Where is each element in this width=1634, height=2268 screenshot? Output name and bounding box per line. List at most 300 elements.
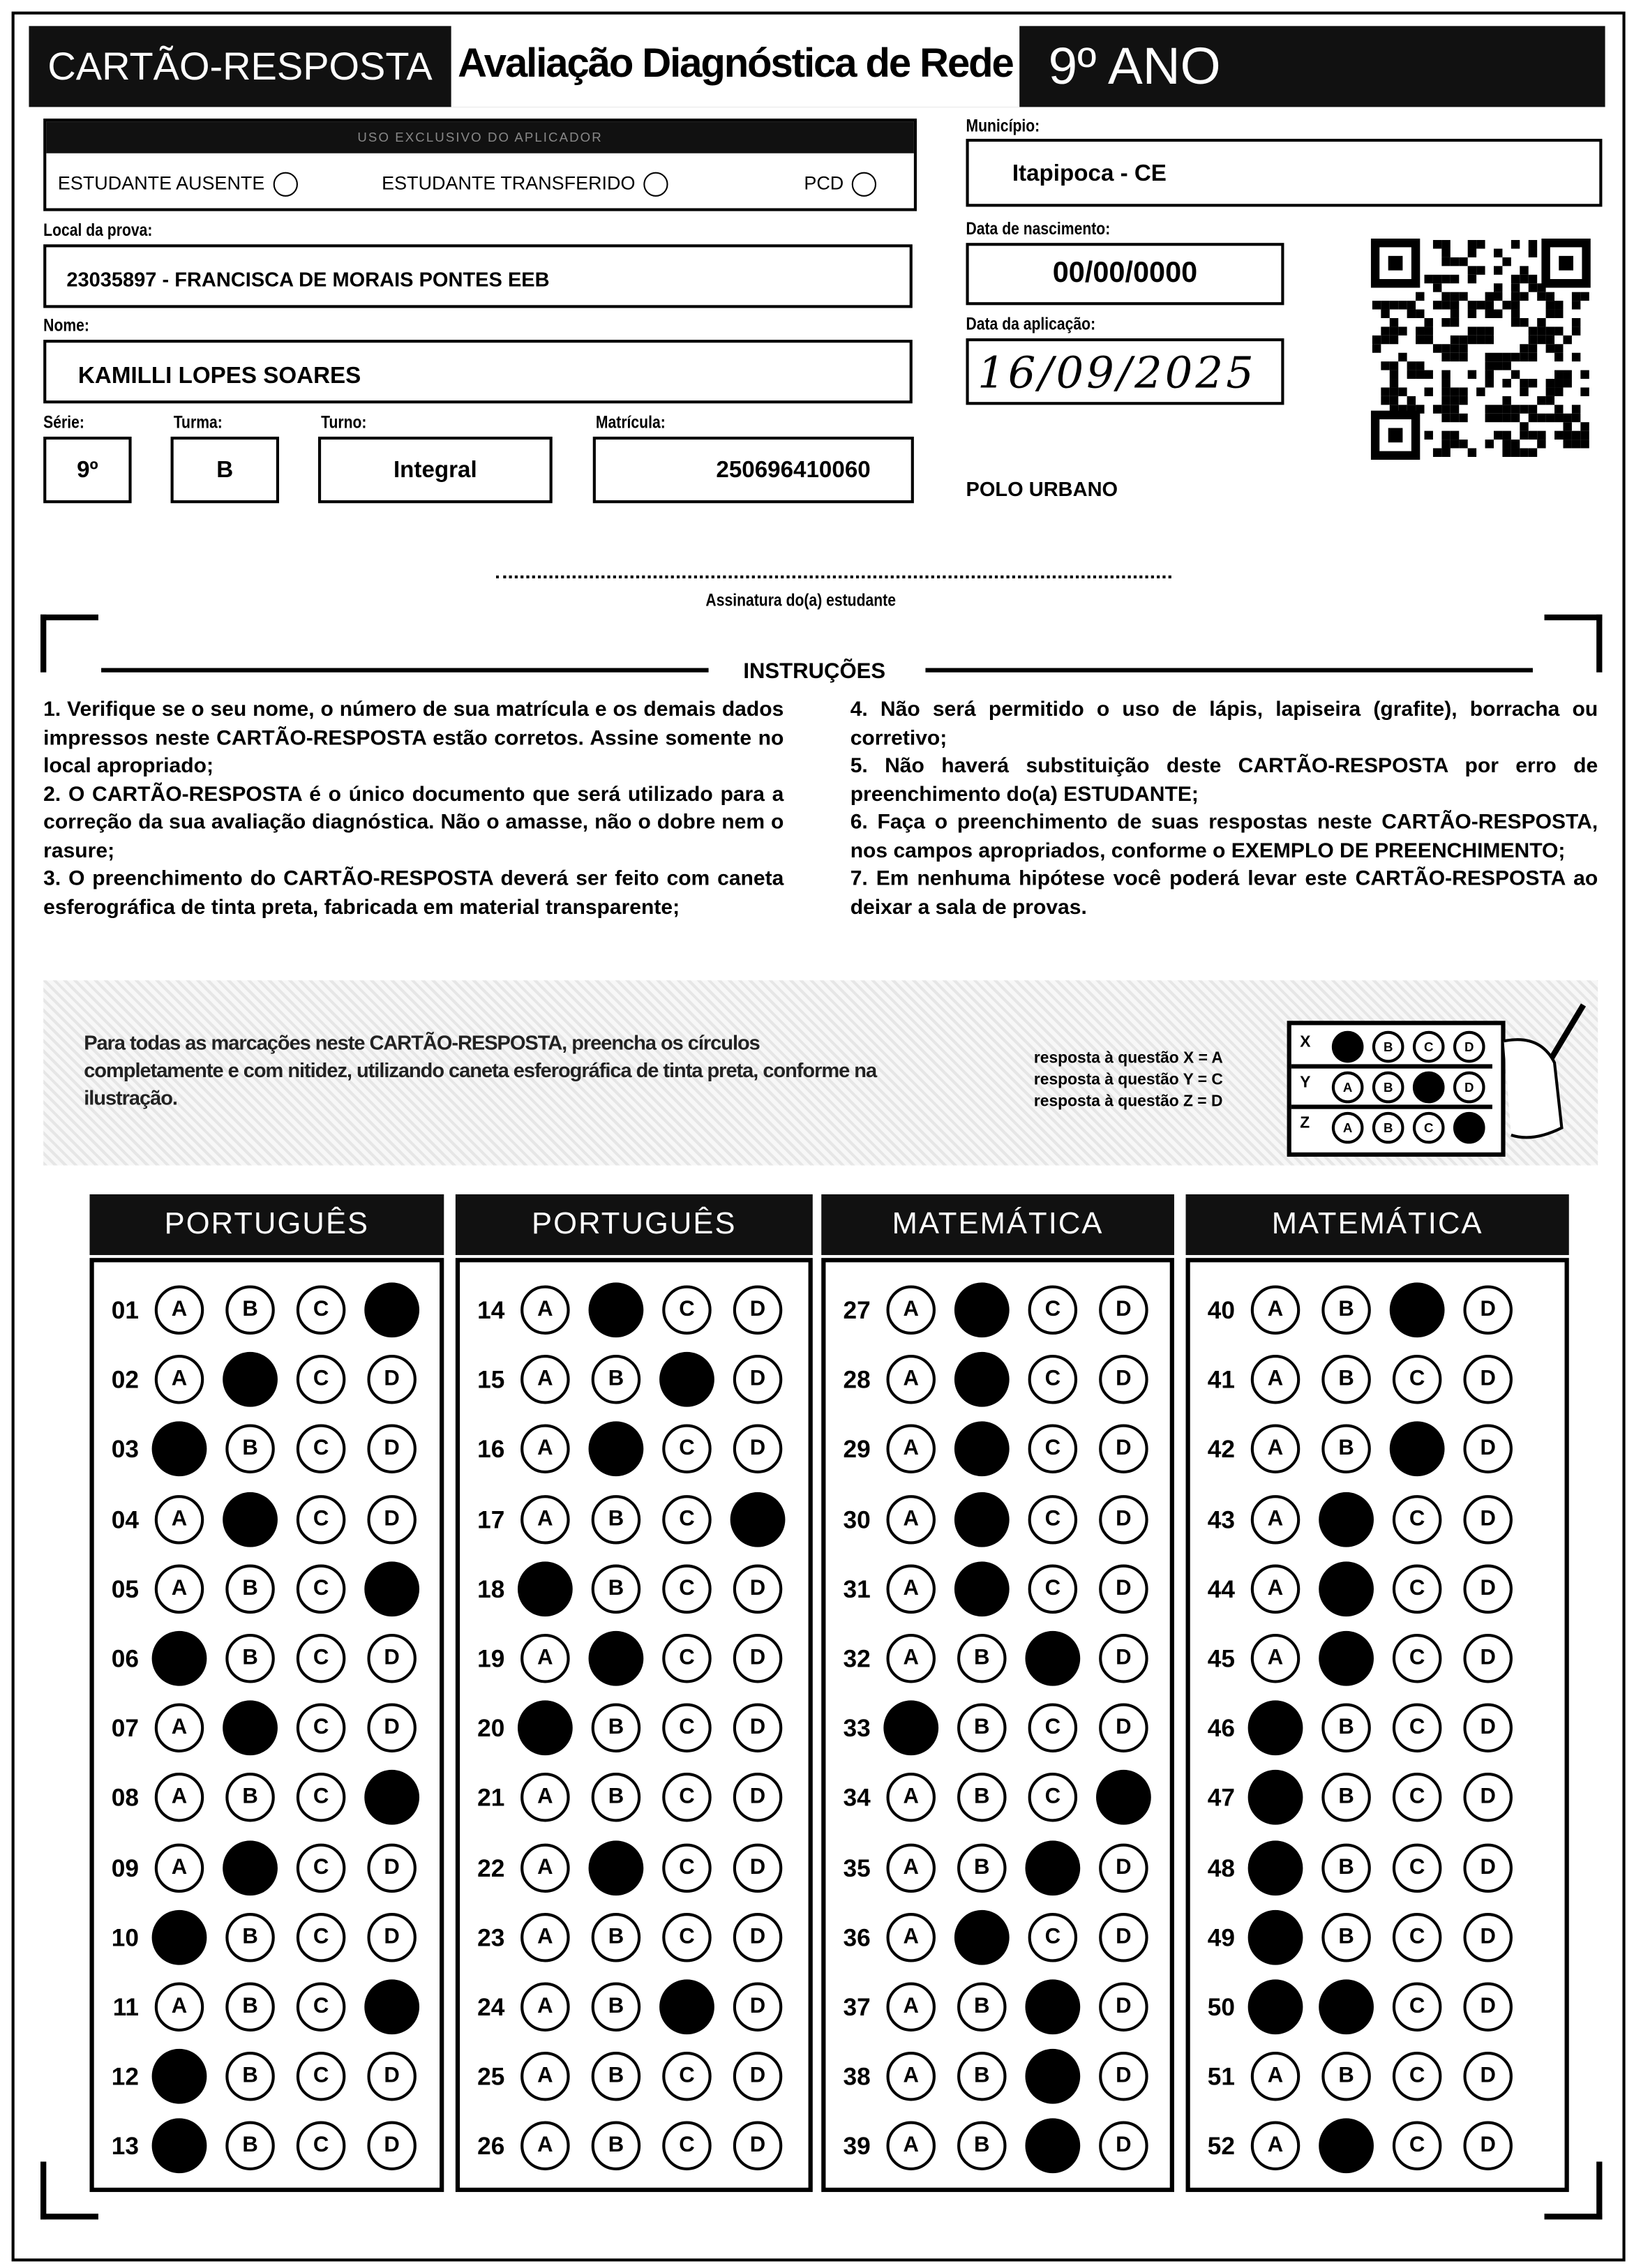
bubble-q41-d[interactable]: D — [1463, 1355, 1512, 1404]
bubble-q38-c[interactable] — [1025, 2049, 1080, 2104]
bubble-q48-a[interactable] — [1248, 1840, 1303, 1895]
instructions-right — [850, 697, 1598, 922]
bubble-q42-a[interactable]: A — [1251, 1425, 1300, 1473]
question-number: 37 — [843, 1994, 871, 2022]
question-number: 10 — [111, 1924, 139, 1952]
bubble-q24-c[interactable] — [659, 1979, 714, 2034]
bubble-q15-c[interactable] — [659, 1352, 714, 1407]
bubble-q48-b[interactable]: B — [1321, 1843, 1370, 1892]
bubble-q30-c[interactable]: C — [1028, 1494, 1077, 1543]
bubble-q51-d[interactable]: D — [1463, 2052, 1512, 2101]
bubble-q21-c[interactable]: C — [662, 1773, 711, 1822]
bubble-q1-a[interactable]: A — [155, 1286, 204, 1335]
bubble-q7-d[interactable]: D — [367, 1704, 416, 1752]
bubble-q39-d[interactable]: D — [1099, 2121, 1148, 2170]
bubble-q46-a[interactable] — [1248, 1701, 1303, 1756]
bubble-q50-b[interactable] — [1319, 1979, 1374, 2034]
bubble-q36-b[interactable] — [954, 1909, 1010, 1965]
bubble-q35-a[interactable]: A — [887, 1843, 936, 1892]
bubble-q13-c[interactable]: C — [297, 2121, 345, 2170]
bubble-q34-b[interactable]: B — [957, 1773, 1006, 1822]
bubble-q15-b[interactable]: B — [592, 1355, 640, 1404]
bubble-q32-d[interactable]: D — [1099, 1634, 1148, 1683]
bubble-q47-d[interactable]: D — [1463, 1773, 1512, 1822]
bubble-q25-d[interactable]: D — [733, 2052, 782, 2101]
example-bubble-a: A — [1332, 1112, 1364, 1144]
polo-label: POLO URBANO — [966, 476, 1118, 501]
bubble-q12-a[interactable] — [152, 2049, 207, 2104]
bubble-q11-b[interactable]: B — [225, 1983, 274, 2032]
bubble-q10-d[interactable]: D — [367, 1913, 416, 1962]
bubble-q14-c[interactable]: C — [662, 1286, 711, 1335]
bubble-q45-d[interactable]: D — [1463, 1634, 1512, 1683]
bubble-q51-c[interactable]: C — [1393, 2052, 1441, 2101]
question-number: 42 — [1207, 1436, 1236, 1464]
question-number: 27 — [843, 1297, 871, 1325]
bubble-q4-b[interactable] — [223, 1492, 278, 1547]
example-bubble-c: C — [1413, 1112, 1445, 1144]
bubble-q30-d[interactable]: D — [1099, 1494, 1148, 1543]
bubble-q1-d[interactable] — [364, 1282, 419, 1337]
question-number: 17 — [477, 1505, 505, 1534]
bubble-q24-d[interactable]: D — [733, 1983, 782, 2032]
bubble-q14-a[interactable]: A — [520, 1286, 569, 1335]
bubble-q46-c[interactable]: C — [1393, 1704, 1441, 1752]
absent-radio[interactable] — [273, 172, 298, 197]
bubble-q48-d[interactable]: D — [1463, 1843, 1512, 1892]
bubble-q2-a[interactable]: A — [155, 1355, 204, 1404]
bubble-q10-a[interactable] — [152, 1909, 207, 1965]
bubble-q36-c[interactable]: C — [1028, 1913, 1077, 1962]
bubble-q35-b[interactable]: B — [957, 1843, 1006, 1892]
bubble-q19-b[interactable] — [589, 1631, 644, 1686]
bubble-q21-a[interactable]: A — [520, 1773, 569, 1822]
instruction-item: 5. Não haverá substituição deste CARTÃO-RESPOSTA por erro de preenchimento do(a) ESTUDANTE; — [850, 754, 1598, 806]
bubble-q18-c[interactable]: C — [662, 1564, 711, 1613]
instructions-title: INSTRUÇÕES — [743, 659, 886, 684]
bubble-q36-a[interactable]: A — [887, 1913, 936, 1962]
question-number: 03 — [111, 1436, 139, 1464]
bubble-q40-b[interactable]: B — [1321, 1286, 1370, 1335]
bubble-q16-a[interactable]: A — [520, 1425, 569, 1473]
example-question: X — [1300, 1033, 1311, 1051]
question-number: 44 — [1207, 1575, 1236, 1604]
header-subtitle: Avaliação Diagnóstica de Rede — [451, 20, 1020, 107]
bubble-q40-c[interactable] — [1390, 1282, 1445, 1337]
bubble-q31-d[interactable]: D — [1099, 1564, 1148, 1613]
name-field: KAMILLI LOPES SOARES — [43, 340, 913, 403]
bubble-q6-c[interactable]: C — [297, 1634, 345, 1683]
bubble-q47-b[interactable]: B — [1321, 1773, 1370, 1822]
question-number: 21 — [477, 1785, 505, 1812]
application-date-field: 16/09/2025 — [966, 338, 1284, 405]
bubble-q39-b[interactable]: B — [957, 2121, 1006, 2170]
bubble-q10-c[interactable]: C — [297, 1913, 345, 1962]
bubble-q45-a[interactable]: A — [1251, 1634, 1300, 1683]
column-header: PORTUGUÊS — [456, 1194, 813, 1255]
bubble-q41-b[interactable]: B — [1321, 1355, 1370, 1404]
bubble-q28-a[interactable]: A — [887, 1355, 936, 1404]
bubble-q21-b[interactable]: B — [592, 1773, 640, 1822]
bubble-q37-a[interactable]: A — [887, 1983, 936, 2032]
question-number: 28 — [843, 1366, 871, 1395]
bubble-q18-a[interactable] — [518, 1561, 573, 1616]
bubble-q1-c[interactable]: C — [297, 1286, 345, 1335]
example-bubble-c: C — [1413, 1031, 1445, 1063]
bubble-q42-d[interactable]: D — [1463, 1425, 1512, 1473]
bubble-q20-c[interactable]: C — [662, 1704, 711, 1752]
bubble-q17-a[interactable]: A — [520, 1494, 569, 1543]
question-number: 04 — [111, 1505, 139, 1534]
bubble-q26-a[interactable]: A — [520, 2121, 569, 2170]
bubble-q2-b[interactable] — [223, 1352, 278, 1407]
example-legend — [1034, 1049, 1223, 1113]
question-number: 49 — [1207, 1924, 1236, 1952]
absent-label: ESTUDANTE AUSENTE — [57, 172, 265, 194]
instruction-item: 7. Em nenhuma hipótese você poderá levar este CARTÃO-RESPOSTA ao deixar a sala de provas. — [850, 867, 1598, 919]
bubble-q45-c[interactable]: C — [1393, 1634, 1441, 1683]
question-number: 12 — [111, 2063, 139, 2091]
example-row — [1291, 1106, 1492, 1146]
bubble-q14-b[interactable] — [589, 1282, 644, 1337]
bubble-q43-d[interactable]: D — [1463, 1494, 1512, 1543]
bubble-q5-a[interactable]: A — [155, 1564, 204, 1613]
local-label: Local da prova: — [43, 220, 153, 241]
question-number: 38 — [843, 2063, 871, 2091]
turma-label: Turma: — [173, 412, 223, 433]
bubble-q51-b[interactable]: B — [1321, 2052, 1370, 2101]
question-number: 24 — [477, 1994, 505, 2022]
bubble-q29-d[interactable]: D — [1099, 1425, 1148, 1473]
bubble-q24-a[interactable]: A — [520, 1983, 569, 2032]
bubble-q12-b[interactable]: B — [225, 2052, 274, 2101]
bubble-q4-c[interactable]: C — [297, 1494, 345, 1543]
bubble-q19-a[interactable]: A — [520, 1634, 569, 1683]
bubble-q50-c[interactable]: C — [1393, 1983, 1441, 2032]
bubble-q34-a[interactable]: A — [887, 1773, 936, 1822]
bubble-q18-d[interactable]: D — [733, 1564, 782, 1613]
divider — [925, 668, 1532, 673]
bubble-q15-a[interactable]: A — [520, 1355, 569, 1404]
bubble-q13-b[interactable]: B — [225, 2121, 274, 2170]
legend-item: resposta à questão X = A — [1033, 1049, 1223, 1067]
question-number: 39 — [843, 2133, 871, 2161]
bubble-q25-a[interactable]: A — [520, 2052, 569, 2101]
example-bubble-d: D — [1453, 1031, 1485, 1063]
bubble-q40-d[interactable]: D — [1463, 1286, 1512, 1335]
bubble-q9-d[interactable]: D — [367, 1843, 416, 1892]
example-bubble-c — [1413, 1072, 1445, 1104]
instruction-item: 4. Não será permitido o uso de lápis, lapiseira (grafite), borracha ou corretivo; — [850, 698, 1598, 750]
bubble-q49-d[interactable]: D — [1463, 1913, 1512, 1962]
question-number: 26 — [477, 2133, 505, 2161]
question-number: 13 — [111, 2133, 139, 2161]
question-number: 50 — [1207, 1994, 1236, 2022]
bubble-q8-b[interactable]: B — [225, 1773, 274, 1822]
bubble-q24-b[interactable]: B — [592, 1983, 640, 2032]
bubble-q28-c[interactable]: C — [1028, 1355, 1077, 1404]
bubble-q16-d[interactable]: D — [733, 1425, 782, 1473]
bubble-q27-d[interactable]: D — [1099, 1286, 1148, 1335]
bubble-q19-d[interactable]: D — [733, 1634, 782, 1683]
bubble-q40-a[interactable]: A — [1251, 1286, 1300, 1335]
bubble-q26-c[interactable]: C — [662, 2121, 711, 2170]
question-number: 09 — [111, 1854, 139, 1882]
bubble-q1-b[interactable]: B — [225, 1286, 274, 1335]
municipio-field: Itapipoca - CE — [966, 139, 1602, 206]
bubble-q12-c[interactable]: C — [297, 2052, 345, 2101]
question-number: 22 — [477, 1854, 505, 1882]
bubble-q44-d[interactable]: D — [1463, 1564, 1512, 1613]
bubble-q29-c[interactable]: C — [1028, 1425, 1077, 1473]
bubble-q45-b[interactable] — [1319, 1631, 1374, 1686]
pcd-label: PCD — [804, 172, 844, 194]
question-number: 02 — [111, 1366, 139, 1395]
bubble-q4-d[interactable]: D — [367, 1494, 416, 1543]
question-number: 51 — [1207, 2063, 1236, 2091]
question-number: 11 — [112, 1994, 139, 2022]
bubble-q8-c[interactable]: C — [297, 1773, 345, 1822]
bubble-q37-b[interactable]: B — [957, 1983, 1006, 2032]
bubble-q25-c[interactable]: C — [662, 2052, 711, 2101]
bubble-q37-d[interactable]: D — [1099, 1983, 1148, 2032]
example-row — [1291, 1025, 1492, 1068]
bubble-q41-a[interactable]: A — [1251, 1355, 1300, 1404]
bubble-q38-d[interactable]: D — [1099, 2052, 1148, 2101]
bubble-q6-b[interactable]: B — [225, 1634, 274, 1683]
question-number: 01 — [111, 1297, 139, 1325]
bubble-q15-d[interactable]: D — [733, 1355, 782, 1404]
bubble-q35-d[interactable]: D — [1099, 1843, 1148, 1892]
bubble-q38-b[interactable]: B — [957, 2052, 1006, 2101]
bubble-q27-c[interactable]: C — [1028, 1286, 1077, 1335]
bubble-q27-a[interactable]: A — [887, 1286, 936, 1335]
bubble-q23-c[interactable]: C — [662, 1913, 711, 1962]
question-number: 08 — [111, 1785, 139, 1812]
bubble-q3-b[interactable]: B — [225, 1425, 274, 1473]
question-number: 47 — [1207, 1785, 1236, 1812]
bubble-q25-b[interactable]: B — [592, 2052, 640, 2101]
bubble-q5-d[interactable] — [364, 1561, 419, 1616]
bubble-q31-b[interactable] — [954, 1561, 1010, 1616]
bubble-q11-a[interactable]: A — [155, 1983, 204, 2032]
bubble-q39-a[interactable]: A — [887, 2121, 936, 2170]
bubble-q31-c[interactable]: C — [1028, 1564, 1077, 1613]
bubble-q51-a[interactable]: A — [1251, 2052, 1300, 2101]
bubble-q43-b[interactable] — [1319, 1492, 1374, 1547]
bubble-q29-a[interactable]: A — [887, 1425, 936, 1473]
bubble-q41-c[interactable]: C — [1393, 1355, 1441, 1404]
question-number: 29 — [843, 1436, 871, 1464]
absent-option[interactable] — [58, 172, 298, 197]
bubble-q6-a[interactable] — [152, 1631, 207, 1686]
bubble-q16-c[interactable]: C — [662, 1425, 711, 1473]
bubble-q8-a[interactable]: A — [155, 1773, 204, 1822]
bubble-q49-c[interactable]: C — [1393, 1913, 1441, 1962]
bubble-q7-c[interactable]: C — [297, 1704, 345, 1752]
pcd-option[interactable] — [804, 172, 877, 197]
bubble-q10-b[interactable]: B — [225, 1913, 274, 1962]
bubble-q35-c[interactable] — [1025, 1840, 1080, 1895]
bubble-q31-a[interactable]: A — [887, 1564, 936, 1613]
bubble-q4-a[interactable]: A — [155, 1494, 204, 1543]
bubble-q34-c[interactable]: C — [1028, 1773, 1077, 1822]
hand-pen-icon — [1475, 998, 1591, 1157]
bubble-q44-a[interactable]: A — [1251, 1564, 1300, 1613]
example-text: Para todas as marcações neste CARTÃO-RESPOSTA, preencha os círculos completamente e com nitidez, utilizando caneta esferográfica de tinta preta, conforme na ilustração. — [84, 1030, 877, 1109]
bubble-q18-b[interactable]: B — [592, 1564, 640, 1613]
bubble-q3-c[interactable]: C — [297, 1425, 345, 1473]
transferred-label: ESTUDANTE TRANSFERIDO — [382, 172, 636, 194]
bubble-q26-d[interactable]: D — [733, 2121, 782, 2170]
question-number: 15 — [477, 1366, 505, 1395]
bubble-q22-b[interactable] — [589, 1840, 644, 1895]
bubble-q28-b[interactable] — [954, 1352, 1010, 1407]
question-number: 46 — [1207, 1715, 1236, 1743]
bubble-q2-c[interactable]: C — [297, 1355, 345, 1404]
bubble-q48-c[interactable]: C — [1393, 1843, 1441, 1892]
bubble-q33-d[interactable]: D — [1099, 1704, 1148, 1752]
example-row — [1291, 1066, 1492, 1109]
bubble-q50-a[interactable] — [1248, 1979, 1303, 2034]
corner-mark — [1545, 615, 1603, 673]
bubble-q2-d[interactable]: D — [367, 1355, 416, 1404]
bubble-q30-a[interactable]: A — [887, 1494, 936, 1543]
bubble-q11-d[interactable] — [364, 1979, 419, 2034]
matricula-field: 250696410060 — [593, 437, 914, 503]
bubble-q22-c[interactable]: C — [662, 1843, 711, 1892]
bubble-q12-d[interactable]: D — [367, 2052, 416, 2101]
example-bubble-a — [1332, 1031, 1364, 1063]
bubble-q52-a[interactable]: A — [1251, 2121, 1300, 2170]
turma-field: B — [171, 437, 279, 503]
bubble-q42-b[interactable]: B — [1321, 1425, 1370, 1473]
bubble-q7-a[interactable]: A — [155, 1704, 204, 1752]
example-question: Y — [1300, 1074, 1311, 1092]
bubble-q5-c[interactable]: C — [297, 1564, 345, 1613]
column-header: MATEMÁTICA — [1186, 1194, 1569, 1255]
birthdate-label: Data de nascimento: — [966, 218, 1111, 239]
bubble-q20-b[interactable]: B — [592, 1704, 640, 1752]
bubble-q46-b[interactable]: B — [1321, 1704, 1370, 1752]
bubble-q19-c[interactable]: C — [662, 1634, 711, 1683]
bubble-q26-b[interactable]: B — [592, 2121, 640, 2170]
bubble-q28-d[interactable]: D — [1099, 1355, 1148, 1404]
instruction-item: 3. O preenchimento do CARTÃO-RESPOSTA deverá ser feito com caneta esferográfica de tinta preta, fabricada em material transparente; — [43, 867, 784, 919]
local-field: 23035897 - FRANCISCA DE MORAIS PONTES EEB — [43, 244, 913, 308]
pcd-radio[interactable] — [853, 172, 877, 197]
bubble-q17-b[interactable]: B — [592, 1494, 640, 1543]
bubble-q11-c[interactable]: C — [297, 1983, 345, 2032]
transferred-option[interactable] — [382, 172, 668, 197]
bubble-q33-c[interactable]: C — [1028, 1704, 1077, 1752]
bubble-q3-d[interactable]: D — [367, 1425, 416, 1473]
example-bubble-a: A — [1332, 1072, 1364, 1104]
question-number: 31 — [843, 1575, 871, 1604]
applicator-title: USO EXCLUSIVO DO APLICADOR — [46, 121, 914, 153]
bubble-q38-a[interactable]: A — [887, 2052, 936, 2101]
bubble-q52-d[interactable]: D — [1463, 2121, 1512, 2170]
bubble-q43-a[interactable]: A — [1251, 1494, 1300, 1543]
instructions-left — [43, 697, 784, 922]
signature-line[interactable] — [496, 576, 1171, 578]
question-number: 16 — [477, 1436, 505, 1464]
question-number: 18 — [477, 1575, 505, 1604]
header-title: CARTÃO-RESPOSTA — [47, 45, 433, 89]
bubble-q32-a[interactable]: A — [887, 1634, 936, 1683]
bubble-q33-a[interactable] — [883, 1701, 938, 1756]
bubble-q23-a[interactable]: A — [520, 1913, 569, 1962]
bubble-q17-c[interactable]: C — [662, 1494, 711, 1543]
bubble-q7-b[interactable] — [223, 1701, 278, 1756]
bubble-q23-b[interactable]: B — [592, 1913, 640, 1962]
instruction-item: 1. Verifique se o seu nome, o número de sua matrícula e os demais dados impressos neste CARTÃO-RESPOSTA estão corretos. Assine somente no local apropriado; — [43, 698, 784, 779]
bubble-q36-d[interactable]: D — [1099, 1913, 1148, 1962]
bubble-q44-b[interactable] — [1319, 1561, 1374, 1616]
example-bubble-b: B — [1372, 1072, 1404, 1104]
bubble-q17-d[interactable] — [730, 1492, 786, 1547]
legend-item: resposta à questão Y = C — [1033, 1071, 1223, 1089]
bubble-q9-a[interactable]: A — [155, 1843, 204, 1892]
bubble-q52-c[interactable]: C — [1393, 2121, 1441, 2170]
question-number: 06 — [111, 1645, 139, 1673]
question-number: 23 — [477, 1924, 505, 1952]
bubble-q5-b[interactable]: B — [225, 1564, 274, 1613]
bubble-q30-b[interactable] — [954, 1492, 1010, 1547]
bubble-q22-d[interactable]: D — [733, 1843, 782, 1892]
bubble-q21-d[interactable]: D — [733, 1773, 782, 1822]
bubble-q49-a[interactable] — [1248, 1909, 1303, 1965]
bubble-q49-b[interactable]: B — [1321, 1913, 1370, 1962]
question-number: 45 — [1207, 1645, 1236, 1673]
bubble-q20-a[interactable] — [518, 1701, 573, 1756]
question-number: 19 — [477, 1645, 505, 1673]
matricula-label: Matrícula: — [595, 412, 666, 433]
bubble-q20-d[interactable]: D — [733, 1704, 782, 1752]
bubble-q33-b[interactable]: B — [957, 1704, 1006, 1752]
bubble-q9-c[interactable]: C — [297, 1843, 345, 1892]
question-number: 34 — [843, 1785, 871, 1812]
bubble-q32-c[interactable] — [1025, 1631, 1080, 1686]
bubble-q47-c[interactable]: C — [1393, 1773, 1441, 1822]
grade-label: 9º ANO — [1048, 36, 1221, 96]
example-bubble-b: B — [1372, 1031, 1404, 1063]
bubble-q50-d[interactable]: D — [1463, 1983, 1512, 2032]
bubble-q9-b[interactable] — [223, 1840, 278, 1895]
question-number: 43 — [1207, 1505, 1236, 1534]
bubble-q6-d[interactable]: D — [367, 1634, 416, 1683]
question-number: 41 — [1207, 1366, 1236, 1395]
bubble-q14-d[interactable]: D — [733, 1286, 782, 1335]
bubble-q13-d[interactable]: D — [367, 2121, 416, 2170]
bubble-q44-c[interactable]: C — [1393, 1564, 1441, 1613]
bubble-q23-d[interactable]: D — [733, 1913, 782, 1962]
applicator-box — [43, 119, 917, 211]
bubble-q43-c[interactable]: C — [1393, 1494, 1441, 1543]
bubble-q46-d[interactable]: D — [1463, 1704, 1512, 1752]
example-question: Z — [1300, 1114, 1310, 1132]
question-number: 33 — [843, 1715, 871, 1743]
question-number: 25 — [477, 2063, 505, 2091]
bubble-q32-b[interactable]: B — [957, 1634, 1006, 1683]
bubble-q37-c[interactable] — [1025, 1979, 1080, 2034]
transferred-radio[interactable] — [644, 172, 668, 197]
question-number: 20 — [477, 1715, 505, 1743]
bubble-q22-a[interactable]: A — [520, 1843, 569, 1892]
bubble-q27-b[interactable] — [954, 1282, 1010, 1337]
qr-code — [1371, 239, 1591, 460]
turno-field: Integral — [318, 437, 553, 503]
